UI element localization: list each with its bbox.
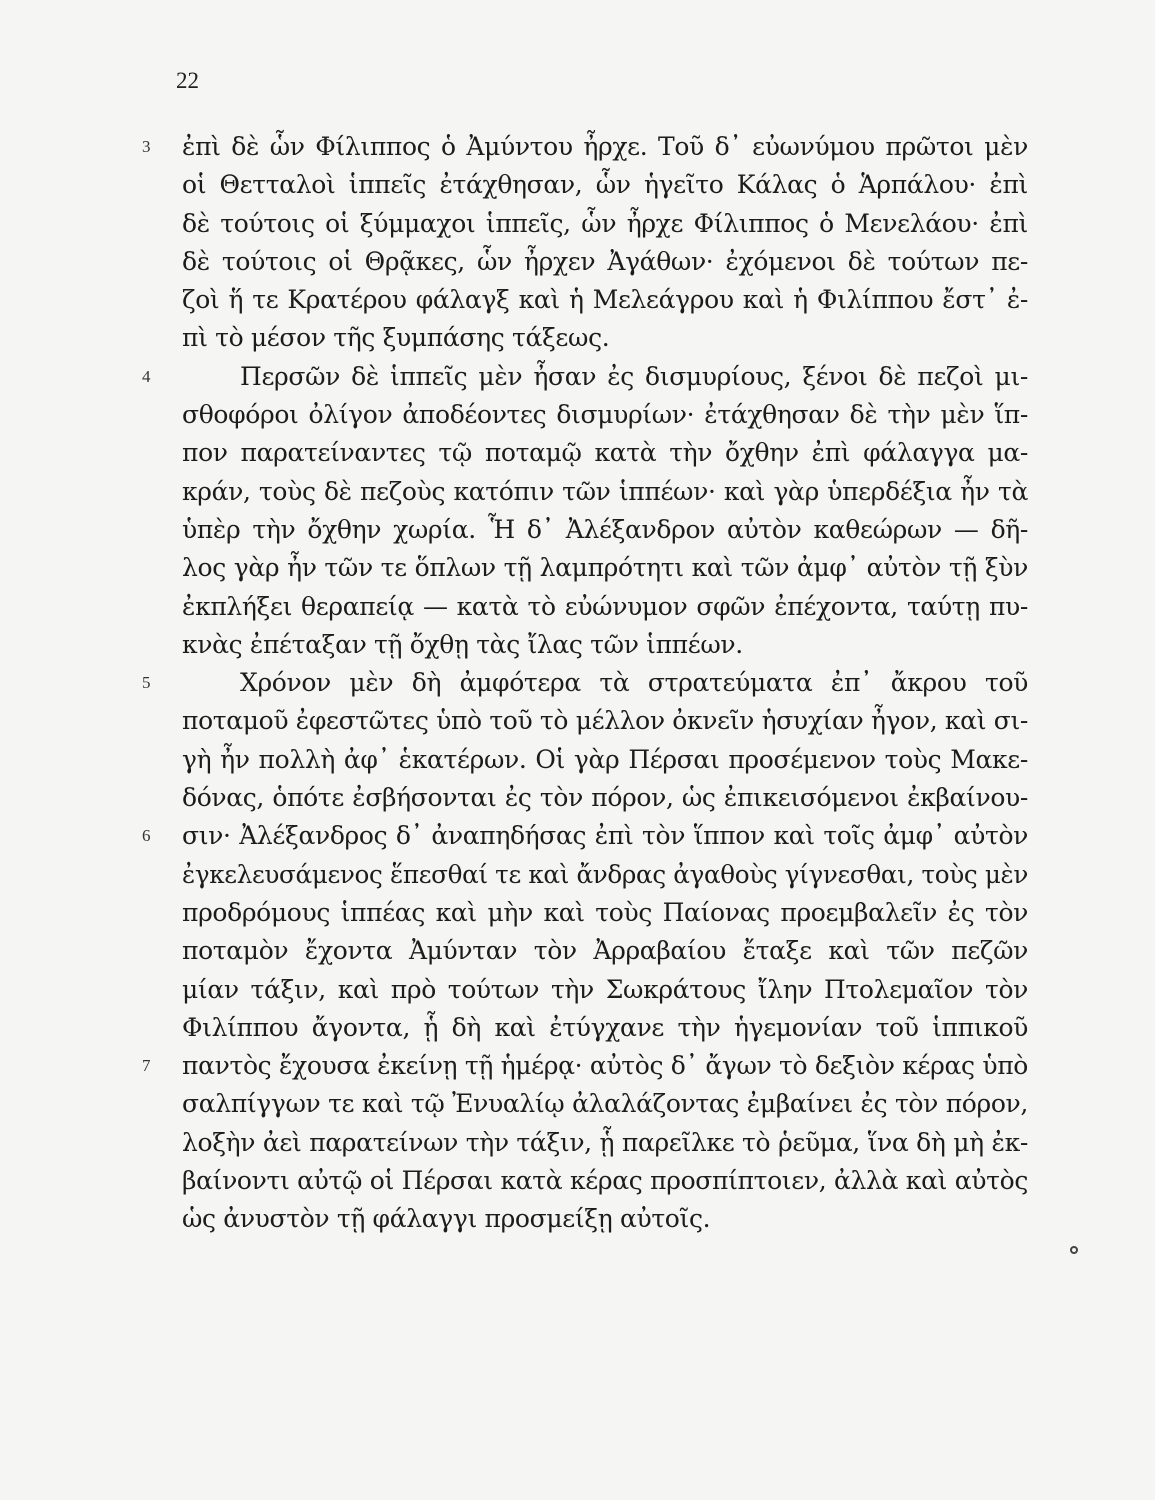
line-text: ποταμὸν ἔχοντα Ἀμύνταν τὸν Ἀρραβαίου ἔταξε καὶ τῶν πεζῶν bbox=[182, 936, 1028, 966]
line-text: κνὰς ἐπέταξαν τῇ ὄχθῃ τὰς ἴλας τῶν ἱππέων. bbox=[182, 629, 743, 659]
text-line bbox=[182, 702, 1028, 740]
text-line bbox=[142, 128, 1028, 166]
line-text: λοξὴν ἀεὶ παρατείνων τὴν τάξιν, ᾗ παρεῖλκε τὸ ῥεῦμα, ἵνα δὴ μὴ ἐκ- bbox=[182, 1127, 1028, 1157]
line-text: Περσῶν δὲ ἱππεῖς μὲν ἦσαν ἐς δισμυρίους, ξένοι δὲ πεζοὶ μι- bbox=[240, 361, 1028, 391]
text-line bbox=[182, 166, 1028, 204]
text-line bbox=[142, 664, 1028, 702]
text-line bbox=[182, 626, 1028, 664]
line-text: ἐγκελευσάμενος ἕπεσθαί τε καὶ ἄνδρας ἀγαθοὺς γίγνεσθαι, τοὺς μὲν bbox=[182, 859, 1028, 889]
section-number: 3 bbox=[142, 137, 151, 156]
text-line bbox=[182, 971, 1028, 1009]
line-text: οἱ Θετταλοὶ ἱππεῖς ἐτάχθησαν, ὧν ἡγεῖτο Κάλας ὁ Ἁρπάλου· ἐπὶ bbox=[182, 170, 1028, 200]
section-number: 4 bbox=[142, 366, 151, 386]
text-line bbox=[182, 319, 1028, 357]
line-text: δὲ τούτοις οἱ Θρᾷκες, ὧν ἦρχεν Ἀγάθων· ἐχόμενοι δὲ τούτων πε- bbox=[182, 246, 1028, 276]
text-line bbox=[182, 396, 1028, 434]
text-line bbox=[182, 473, 1028, 511]
page-number: 22 bbox=[176, 68, 199, 93]
section-number: 5 bbox=[142, 673, 151, 693]
text-line bbox=[182, 856, 1028, 894]
line-text: ὑπὲρ τὴν ὄχθην χωρία. Ἧ δ᾽ Ἀλέξανδρον αὐτὸν καθεώρων — δῆ- bbox=[182, 514, 1028, 544]
line-text: ποταμοῦ ἐφεστῶτες ὑπὸ τοῦ τὸ μέλλον ὀκνεῖν ἡσυχίαν ἦγον, καὶ σι- bbox=[182, 706, 1028, 736]
text-line bbox=[182, 741, 1028, 779]
text-line bbox=[182, 511, 1028, 549]
section-number: 7 bbox=[142, 1056, 151, 1076]
text-line bbox=[142, 1047, 1028, 1085]
line-text: ὡς ἀνυστὸν τῇ φάλαγγι προσμείξῃ αὐτοῖς. bbox=[182, 1204, 711, 1234]
text-line bbox=[182, 243, 1028, 281]
line-text: ἐπὶ δὲ ὧν Φίλιππος ὁ Ἀμύντου ἦρχε. Τοῦ δ᾽ εὐωνύμου πρῶτοι μὲν bbox=[182, 132, 1028, 161]
line-text: πον παρατείναντες τῷ ποταμῷ κατὰ τὴν ὄχθην ἐπὶ φάλαγγα μα- bbox=[182, 438, 1028, 468]
text-line bbox=[182, 205, 1028, 243]
line-text: σθοφόροι ὀλίγον ἀποδέοντες δισμυρίων· ἐτάχθησαν δὲ τὴν μὲν ἵπ- bbox=[182, 400, 1028, 430]
text-line bbox=[182, 1085, 1028, 1123]
text-line bbox=[182, 434, 1028, 472]
line-text: ζοὶ ἥ τε Κρατέρου φάλαγξ καὶ ἡ Μελεάγρου καὶ ἡ Φιλίππου ἔστ᾽ ἐ- bbox=[182, 285, 1028, 315]
text-line bbox=[142, 817, 1028, 855]
line-text: μίαν τάξιν, καὶ πρὸ τούτων τὴν Σωκράτους ἴλην Πτολεμαῖον τὸν bbox=[182, 974, 1028, 1004]
line-text: βαίνοντι αὐτῷ οἱ Πέρσαι κατὰ κέρας προσπίπτοιεν, ἀλλὰ καὶ αὐτὸς bbox=[182, 1166, 1028, 1196]
line-text: κράν, τοὺς δὲ πεζοὺς κατόπιν τῶν ἱππέων· καὶ γὰρ ὑπερδέξια ἦν τὰ bbox=[182, 476, 1028, 506]
text-line bbox=[182, 1124, 1028, 1162]
line-text: σαλπίγγων τε καὶ τῷ Ἐνυαλίῳ ἀλαλάζοντας ἐμβαίνει ἐς τὸν πόρον, bbox=[182, 1089, 1028, 1119]
section-number: 6 bbox=[142, 826, 151, 846]
line-text: Χρόνον μὲν δὴ ἀμφότερα τὰ στρατεύματα ἐπ᾽ ἄκρου τοῦ bbox=[240, 668, 1028, 698]
text-line bbox=[182, 281, 1028, 319]
line-text: δὲ τούτοις οἱ ξύμμαχοι ἱππεῖς, ὧν ἦρχε Φίλιππος ὁ Μενελάου· ἐπὶ bbox=[182, 208, 1028, 238]
text-line bbox=[182, 932, 1028, 970]
stray-mark bbox=[1070, 1246, 1078, 1254]
line-text: λος γὰρ ἦν τῶν τε ὅπλων τῇ λαμπρότητι καὶ τῶν ἀμφ᾽ αὐτὸν τῇ ξὺν bbox=[182, 553, 1028, 583]
text-line bbox=[142, 358, 1028, 396]
line-text: προδρόμους ἱππέας καὶ μὴν καὶ τοὺς Παίονας προεμβαλεῖν ἐς τὸν bbox=[182, 897, 1028, 927]
text-line bbox=[182, 779, 1028, 817]
text-line bbox=[182, 588, 1028, 626]
text-line bbox=[182, 894, 1028, 932]
text-line bbox=[182, 549, 1028, 587]
line-text: δόνας, ὁπότε ἐσβήσονται ἐς τὸν πόρον, ὡς ἐπικεισόμενοι ἐκβαίνου- bbox=[182, 783, 1028, 813]
line-text: σιν· Ἀλέξανδρος δ᾽ ἀναπηδήσας ἐπὶ τὸν ἵππον καὶ τοῖς ἀμφ᾽ αὐτὸν bbox=[182, 821, 1028, 851]
line-text: γὴ ἦν πολλὴ ἀφ᾽ ἑκατέρων. Οἱ γὰρ Πέρσαι προσέμενον τοὺς Μακε- bbox=[182, 744, 1028, 774]
text-line bbox=[182, 1200, 1028, 1238]
line-text: Φιλίππου ἄγοντα, ᾗ δὴ καὶ ἐτύγχανε τὴν ἡγεμονίαν τοῦ ἱππικοῦ bbox=[182, 1012, 1028, 1042]
line-text: παντὸς ἔχουσα ἐκείνῃ τῇ ἡμέρᾳ· αὐτὸς δ᾽ ἄγων τὸ δεξιὸν κέρας ὑπὸ bbox=[182, 1051, 1028, 1081]
text-line bbox=[182, 1009, 1028, 1047]
line-text: ἐκπλήξει θεραπείᾳ — κατὰ τὸ εὐώνυμον σφῶν ἐπέχοντα, ταύτῃ πυ- bbox=[182, 591, 1028, 621]
greek-text-body bbox=[142, 128, 1028, 1239]
line-text: πὶ τὸ μέσον τῆς ξυμπάσης τάξεως. bbox=[182, 323, 610, 353]
text-line bbox=[182, 1162, 1028, 1200]
